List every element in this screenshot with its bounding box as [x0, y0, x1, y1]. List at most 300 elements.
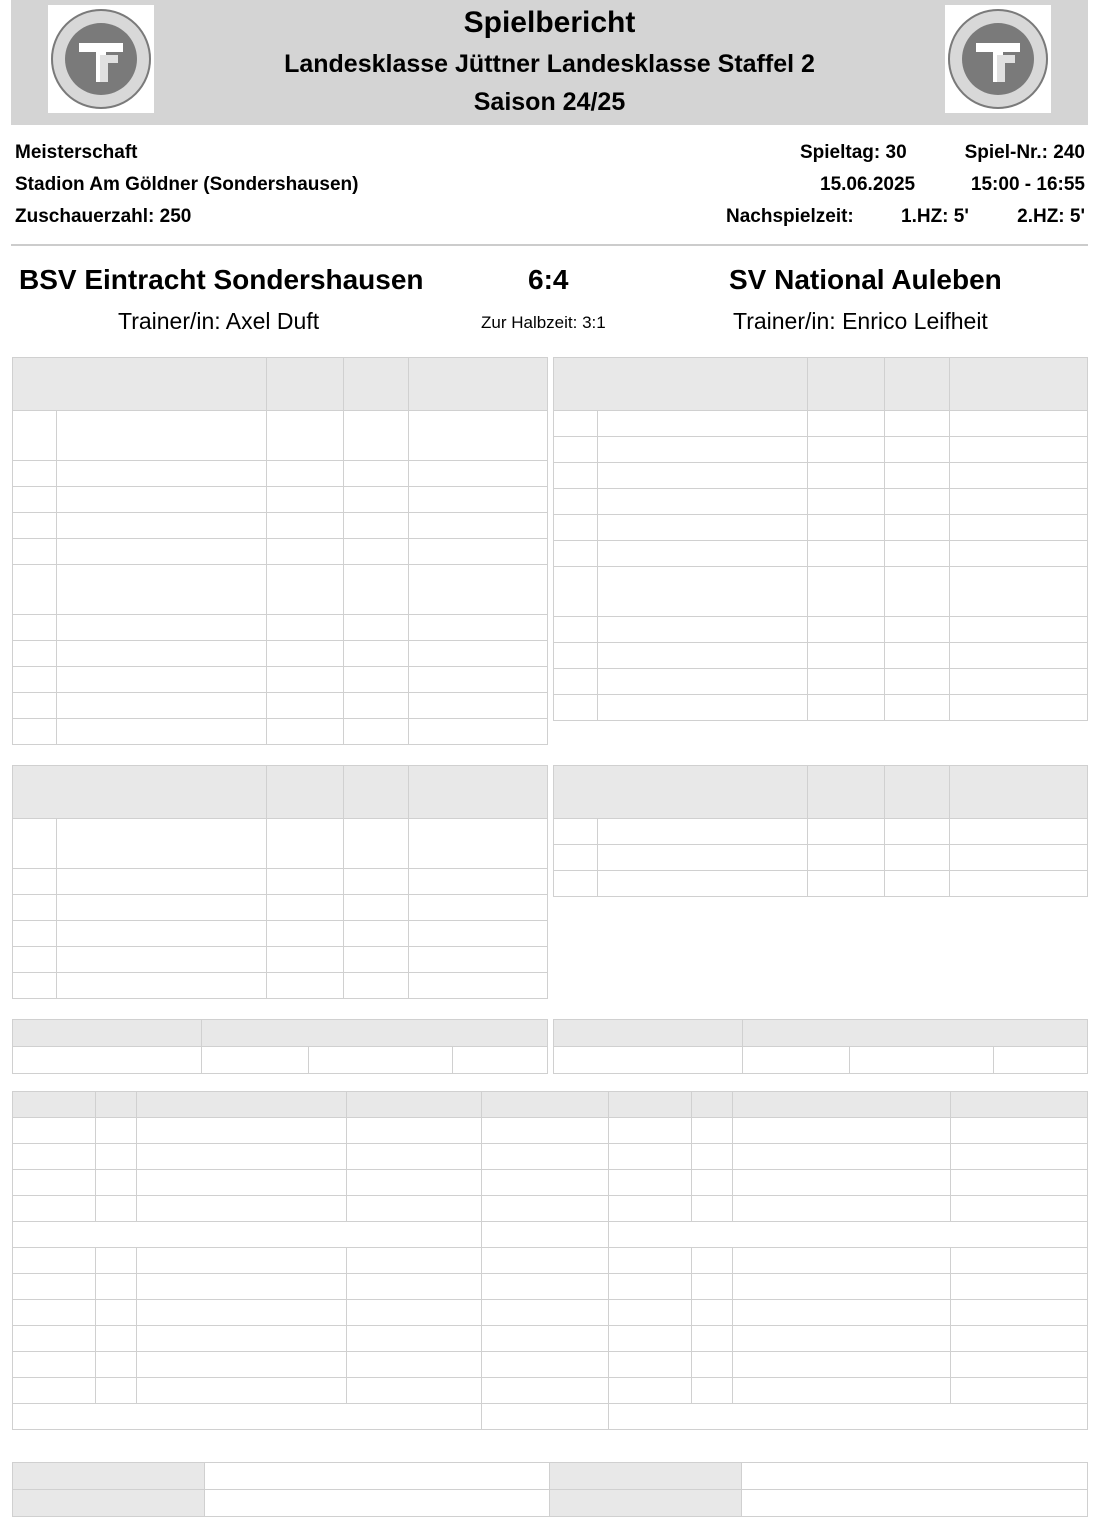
for-number: [344, 719, 409, 745]
for-number: [344, 513, 409, 539]
score: [482, 1222, 609, 1248]
home-minute: [13, 1144, 96, 1170]
player-row: [13, 667, 548, 693]
away-scorer: [733, 1326, 951, 1352]
score: [482, 1274, 609, 1300]
home-minute: [13, 1378, 96, 1404]
event-row: [13, 1378, 1088, 1404]
player-row: [554, 411, 1088, 437]
away-event-type: [951, 1352, 1088, 1378]
shirt-number: [554, 437, 598, 463]
match-date: 15.06.2025: [820, 174, 916, 195]
away-number: [692, 1196, 733, 1222]
player-name: [598, 437, 808, 463]
event-row: [13, 1196, 1088, 1222]
player-row: [554, 515, 1088, 541]
away-event-type: [951, 1300, 1088, 1326]
col-player: [554, 766, 808, 819]
away-scorer: [733, 1352, 951, 1378]
shirt-number: [554, 567, 598, 617]
header-row: [554, 1020, 1088, 1047]
penalty: [950, 489, 1088, 515]
score: [482, 1404, 609, 1430]
penalty: [950, 871, 1088, 897]
home-number: [96, 1274, 137, 1300]
shirt-number: [554, 669, 598, 695]
for-number: [344, 693, 409, 719]
player-name: [57, 869, 267, 895]
minute: [808, 463, 885, 489]
shirt-number: [13, 895, 57, 921]
player-name: [598, 845, 808, 871]
player-name: [57, 667, 267, 693]
score: [482, 1118, 609, 1144]
home-minute: [13, 1274, 96, 1300]
penalty: [950, 617, 1088, 643]
minute: [267, 973, 344, 999]
venue: Stadion Am Göldner (Sondershausen): [15, 174, 359, 195]
player-row: [13, 641, 548, 667]
away-event-type: [951, 1170, 1088, 1196]
player-row: [554, 617, 1088, 643]
for-number: [344, 641, 409, 667]
halftime-score: Zur Halbzeit: 3:1: [481, 313, 606, 332]
minute: [808, 819, 885, 845]
shirt-number: [13, 947, 57, 973]
home-scorer: [137, 1196, 347, 1222]
for-number: [885, 643, 950, 669]
player-name: [57, 565, 267, 615]
player-row: [13, 615, 548, 641]
empty-cell: [609, 1404, 1088, 1430]
away-number: [692, 1248, 733, 1274]
penalty: [409, 615, 548, 641]
penalty: [409, 921, 548, 947]
stoppage-first-half: 1.HZ: 5': [901, 206, 969, 227]
player-row: [554, 819, 1088, 845]
player-name: [57, 719, 267, 745]
player-name: [57, 513, 267, 539]
minute: [808, 617, 885, 643]
col-minute: [267, 358, 344, 411]
score: [482, 1300, 609, 1326]
divider: [11, 244, 1088, 246]
for-number: [885, 463, 950, 489]
event-row: [13, 1326, 1088, 1352]
penalty: [409, 973, 548, 999]
penalty: [950, 695, 1088, 721]
away-minute: [609, 1118, 692, 1144]
red-cards: [994, 1047, 1088, 1074]
home-number: [96, 1144, 137, 1170]
fourth-official-label: [13, 1490, 205, 1517]
col-player: [13, 766, 267, 819]
shirt-number: [13, 487, 57, 513]
home-number: [96, 1326, 137, 1352]
minute: [267, 667, 344, 693]
player-name: [598, 463, 808, 489]
home-event-type: [347, 1196, 482, 1222]
for-number: [885, 819, 950, 845]
for-number: [885, 871, 950, 897]
penalty: [950, 541, 1088, 567]
match-time: 15:00 - 16:55: [970, 174, 1085, 195]
col-name: [137, 1092, 347, 1118]
col-for: [344, 766, 409, 819]
home-number: [96, 1378, 137, 1404]
away-scorer: [733, 1144, 951, 1170]
stoppage-second-half: 2.HZ: 5': [1017, 206, 1085, 227]
for-number: [344, 461, 409, 487]
col-minute: [13, 1092, 96, 1118]
away-minute: [609, 1274, 692, 1300]
shirt-number: [554, 871, 598, 897]
home-number: [96, 1300, 137, 1326]
stats-row: [13, 1047, 548, 1074]
col-minute: [808, 766, 885, 819]
away-scorer: [733, 1170, 951, 1196]
final-label: [13, 1404, 482, 1430]
home-minute: [13, 1326, 96, 1352]
shirt-number: [13, 819, 57, 869]
stats-row: [554, 1047, 1088, 1074]
player-name: [598, 871, 808, 897]
player-name: [598, 695, 808, 721]
player-row: [554, 541, 1088, 567]
empty-cell: [609, 1222, 1088, 1248]
shirt-number: [554, 617, 598, 643]
penalty: [409, 693, 548, 719]
home-event-type: [347, 1118, 482, 1144]
player-row: [13, 539, 548, 565]
shirt-number: [554, 489, 598, 515]
competition: Meisterschaft: [15, 142, 138, 163]
for-number: [344, 869, 409, 895]
home-minute: [13, 1118, 96, 1144]
for-number: [344, 565, 409, 615]
player-name: [57, 487, 267, 513]
referee-name: [205, 1463, 550, 1490]
away-event-type: [951, 1118, 1088, 1144]
player-row: [13, 819, 548, 869]
player-name: [598, 515, 808, 541]
matchday: Spieltag: 30: [800, 142, 907, 163]
away-event-type: [951, 1248, 1088, 1274]
for-number: [885, 489, 950, 515]
col-penalties: [950, 766, 1088, 819]
yellow-cards: [743, 1047, 850, 1074]
player-row: [13, 719, 548, 745]
away-scorer: [733, 1118, 951, 1144]
penalty: [950, 515, 1088, 541]
for-number: [344, 921, 409, 947]
assistant2-label: [550, 1490, 742, 1517]
for-number: [344, 895, 409, 921]
player-row: [554, 567, 1088, 617]
minute: [267, 947, 344, 973]
minute: [267, 513, 344, 539]
penalty: [950, 411, 1088, 437]
home-minute: [13, 1352, 96, 1378]
final-score: 6:4: [528, 264, 569, 295]
player-name: [57, 895, 267, 921]
yellow-cards: [202, 1047, 309, 1074]
penalty: [409, 869, 548, 895]
player-row: [554, 463, 1088, 489]
away-minute: [609, 1170, 692, 1196]
shirt-number: [13, 869, 57, 895]
away-subs-table: [553, 765, 1088, 897]
player-name: [57, 539, 267, 565]
header-row: [554, 766, 1088, 819]
event-row: [13, 1144, 1088, 1170]
header-row: [13, 1020, 548, 1047]
minute: [267, 719, 344, 745]
col-type: [347, 1092, 482, 1118]
for-number: [885, 845, 950, 871]
minute: [808, 411, 885, 437]
player-name: [598, 819, 808, 845]
for-number: [344, 539, 409, 565]
away-number: [692, 1118, 733, 1144]
header-row: [13, 766, 548, 819]
shirt-number: [13, 921, 57, 947]
home-scorer: [137, 1118, 347, 1144]
minute: [267, 869, 344, 895]
shirt-number: [13, 539, 57, 565]
for-number: [885, 411, 950, 437]
home-number: [96, 1352, 137, 1378]
score: [482, 1170, 609, 1196]
away-scorer: [733, 1248, 951, 1274]
minute: [808, 669, 885, 695]
event-row: [13, 1170, 1088, 1196]
substitution-count: [13, 1047, 202, 1074]
event-row: [13, 1404, 1088, 1430]
penalty: [409, 565, 548, 615]
for-number: [344, 411, 409, 461]
home-number: [96, 1170, 137, 1196]
player-row: [554, 669, 1088, 695]
minute: [808, 871, 885, 897]
officials-row: [13, 1463, 1088, 1490]
yellow-red-cards: [850, 1047, 994, 1074]
penalty: [409, 819, 548, 869]
player-name: [57, 947, 267, 973]
spectators: Zuschauerzahl: 250: [15, 206, 192, 227]
penalty: [409, 947, 548, 973]
away-event-type: [951, 1378, 1088, 1404]
player-row: [554, 437, 1088, 463]
officials-table: [12, 1462, 1088, 1517]
away-number: [692, 1144, 733, 1170]
score: [482, 1248, 609, 1274]
away-scorer: [733, 1274, 951, 1300]
col-number: [692, 1092, 733, 1118]
col-player: [13, 358, 267, 411]
home-scorer: [137, 1274, 347, 1300]
for-number: [344, 667, 409, 693]
minute: [267, 819, 344, 869]
player-name: [57, 615, 267, 641]
minute: [808, 541, 885, 567]
col-minute: [267, 766, 344, 819]
penalty: [950, 819, 1088, 845]
home-subs-table: [12, 765, 548, 999]
home-number: [96, 1248, 137, 1274]
col-penalties: [409, 358, 548, 411]
shirt-number: [554, 643, 598, 669]
stoppage-label: Nachspielzeit:: [726, 206, 854, 227]
shirt-number: [13, 667, 57, 693]
shirt-number: [13, 615, 57, 641]
minute: [808, 695, 885, 721]
referee-label: [13, 1463, 205, 1490]
player-name: [598, 617, 808, 643]
event-row: [13, 1352, 1088, 1378]
player-name: [57, 921, 267, 947]
away-event-type: [951, 1144, 1088, 1170]
penalty: [950, 567, 1088, 617]
player-row: [554, 871, 1088, 897]
player-row: [554, 845, 1088, 871]
col-for: [885, 766, 950, 819]
minute: [808, 643, 885, 669]
away-number: [692, 1352, 733, 1378]
for-number: [344, 615, 409, 641]
home-scorer: [137, 1170, 347, 1196]
event-row: [13, 1274, 1088, 1300]
col-substitutions: [13, 1020, 202, 1047]
minute: [808, 515, 885, 541]
player-row: [13, 513, 548, 539]
col-type: [951, 1092, 1088, 1118]
shirt-number: [13, 461, 57, 487]
col-penalties: [409, 766, 548, 819]
yellow-red-cards: [309, 1047, 453, 1074]
for-number: [885, 617, 950, 643]
minute: [267, 565, 344, 615]
red-cards: [453, 1047, 548, 1074]
penalty: [409, 641, 548, 667]
assistant2-name: [742, 1490, 1088, 1517]
header-row: [13, 1092, 1088, 1118]
penalty: [409, 487, 548, 513]
player-name: [598, 411, 808, 437]
minute: [808, 489, 885, 515]
shirt-number: [13, 719, 57, 745]
minute: [267, 487, 344, 513]
shirt-number: [554, 541, 598, 567]
away-number: [692, 1326, 733, 1352]
player-name: [57, 819, 267, 869]
col-for: [885, 358, 950, 411]
score: [482, 1326, 609, 1352]
home-coach: Trainer/in: Axel Duft: [118, 308, 320, 334]
away-number: [692, 1274, 733, 1300]
minute: [267, 693, 344, 719]
penalty: [409, 411, 548, 461]
away-team-name: SV National Auleben: [729, 264, 1002, 295]
col-name: [733, 1092, 951, 1118]
away-number: [692, 1170, 733, 1196]
home-scorer: [137, 1352, 347, 1378]
home-event-type: [347, 1170, 482, 1196]
event-row: [13, 1248, 1088, 1274]
home-event-type: [347, 1378, 482, 1404]
penalty: [950, 437, 1088, 463]
shirt-number: [554, 819, 598, 845]
shirt-number: [554, 845, 598, 871]
minute: [267, 411, 344, 461]
player-name: [598, 489, 808, 515]
player-row: [13, 411, 548, 461]
away-lineup-table: [553, 357, 1088, 721]
col-cards: [202, 1020, 548, 1047]
player-row: [554, 695, 1088, 721]
shirt-number: [554, 515, 598, 541]
away-minute: [609, 1196, 692, 1222]
match-number: Spiel-Nr.: 240: [964, 142, 1085, 163]
away-minute: [609, 1326, 692, 1352]
col-substitutions: [554, 1020, 743, 1047]
event-row: [13, 1118, 1088, 1144]
home-event-type: [347, 1248, 482, 1274]
away-minute: [609, 1144, 692, 1170]
for-number: [344, 973, 409, 999]
match-events-table: [12, 1091, 1088, 1430]
col-cards: [743, 1020, 1088, 1047]
shirt-number: [13, 513, 57, 539]
minute: [267, 615, 344, 641]
home-team-name: BSV Eintracht Sondershausen: [19, 264, 424, 295]
header-row: [554, 358, 1088, 411]
player-row: [13, 973, 548, 999]
player-row: [13, 461, 548, 487]
away-scorer: [733, 1300, 951, 1326]
player-name: [598, 669, 808, 695]
penalty: [950, 463, 1088, 489]
col-number: [96, 1092, 137, 1118]
player-row: [13, 693, 548, 719]
report-header: [11, 0, 1088, 125]
away-number: [692, 1378, 733, 1404]
event-row: [13, 1300, 1088, 1326]
halftime-label: [13, 1222, 482, 1248]
away-minute: [609, 1378, 692, 1404]
header-row: [13, 358, 548, 411]
assistant1-name: [742, 1463, 1088, 1490]
minute: [267, 461, 344, 487]
score: [482, 1144, 609, 1170]
away-number: [692, 1300, 733, 1326]
for-number: [885, 437, 950, 463]
player-name: [57, 693, 267, 719]
home-event-type: [347, 1144, 482, 1170]
penalty: [409, 895, 548, 921]
home-minute: [13, 1248, 96, 1274]
for-number: [885, 541, 950, 567]
penalty: [409, 719, 548, 745]
for-number: [885, 669, 950, 695]
home-event-type: [347, 1352, 482, 1378]
shirt-number: [13, 693, 57, 719]
minute: [808, 437, 885, 463]
player-name: [57, 461, 267, 487]
minute: [267, 895, 344, 921]
shirt-number: [13, 641, 57, 667]
minute: [267, 921, 344, 947]
